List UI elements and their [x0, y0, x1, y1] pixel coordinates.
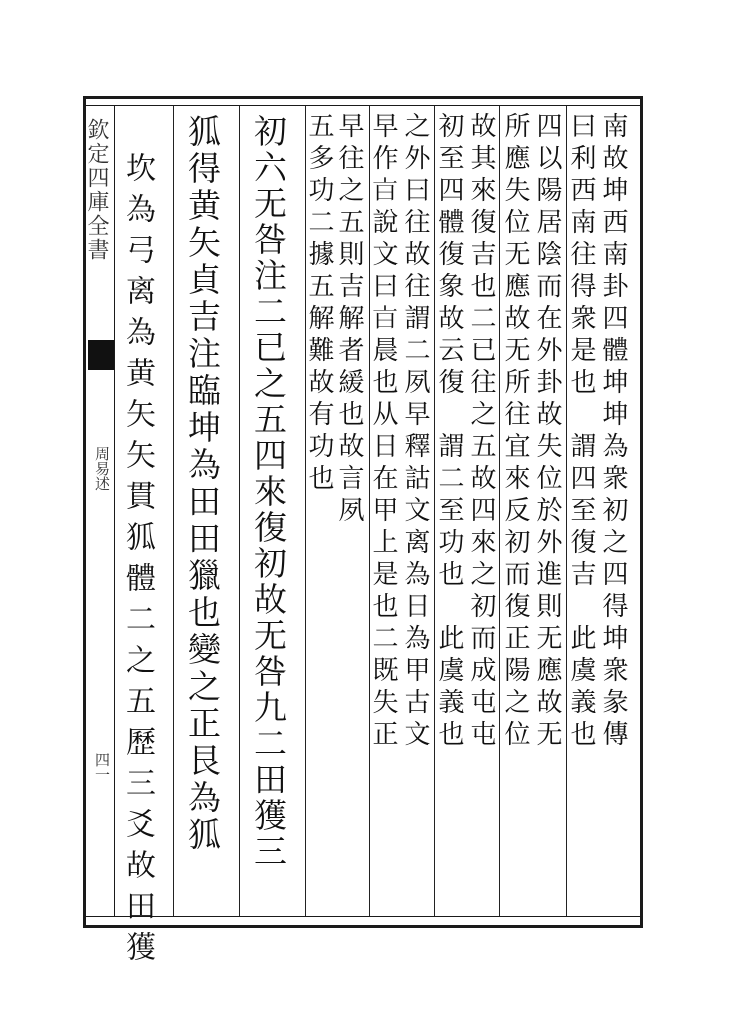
margin-collection-title: 欽定四庫全書	[84, 118, 109, 262]
text-column-7: 之外曰往故往謂二夙早釋詁文离為日為甲古文	[400, 112, 430, 752]
text-column-4: 所應失位无應故无所往宜來反初而復正陽之位	[500, 112, 530, 752]
margin-page-number: 四一	[93, 752, 111, 782]
bottom-border-band	[83, 916, 643, 928]
margin-book-title: 周易述	[93, 446, 111, 491]
text-column-5: 故其來復吉也二已往之五故四來之初而成屯屯	[466, 112, 496, 752]
text-column-9: 早往之五則吉解者緩也故言夙	[334, 112, 364, 528]
top-border-band	[83, 96, 643, 106]
text-column-10: 五多功二據五解難故有功也	[304, 112, 334, 496]
text-column-2: 曰利西南往得衆是也 謂四至復吉 此虞義也	[566, 112, 596, 752]
fish-tail-mark	[88, 340, 114, 370]
column-rule	[173, 106, 174, 916]
text-column-3: 四以陽居陰而在外卦故失位於外進則无應故无	[532, 112, 562, 752]
text-column-11: 初六无咎注二已之五四來復初故无咎九二田獲三	[249, 114, 288, 870]
text-column-1: 南故坤西南卦四體坤坤為衆初之四得坤衆彖傳	[598, 112, 628, 752]
text-column-6: 初至四體復象故云復 謂二至功也 此虞義也	[434, 112, 464, 752]
text-column-13: 坎為弓离為黄矢矢貫狐體二之五歷三爻故田獲	[120, 152, 155, 972]
text-column-8: 早作𣅀說文曰𣅀晨也从日在甲上是也二既失正	[368, 112, 398, 752]
column-rule	[239, 106, 240, 916]
text-column-12: 狐得黄矢貞吉注臨坤為田田獵也變之正艮為狐	[183, 114, 222, 854]
